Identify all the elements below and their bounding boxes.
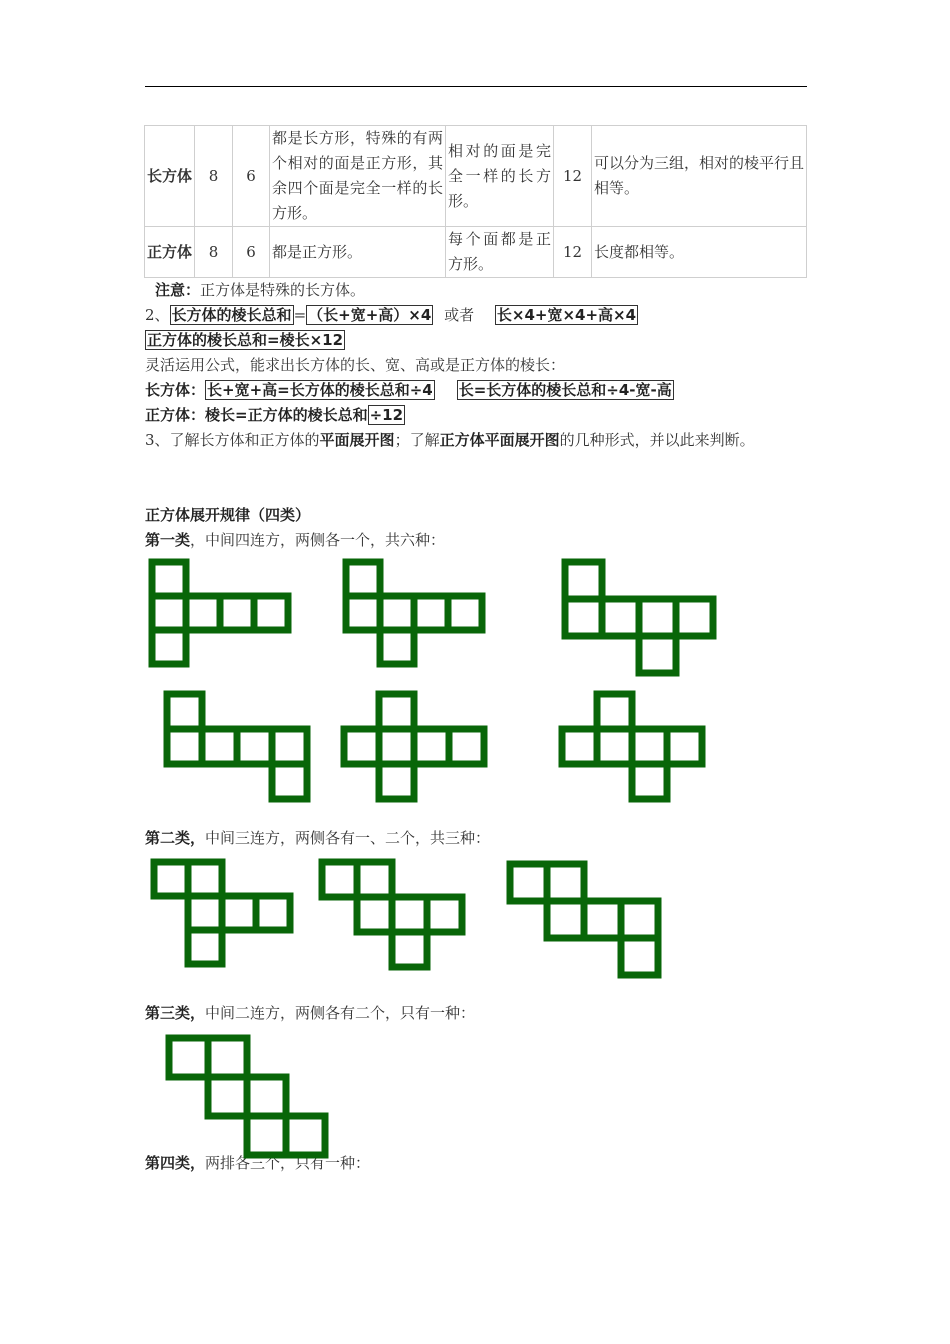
cat1-label: 第一类	[145, 531, 191, 549]
net-square	[220, 596, 254, 630]
net-square	[565, 562, 602, 599]
or-text: 或者	[444, 306, 475, 324]
cell-vertices: 8	[195, 126, 233, 227]
net-1-5	[340, 690, 483, 802]
net-square	[667, 729, 702, 764]
item3-bold-1: 平面展开图	[319, 431, 395, 449]
cuboid-derive-line	[145, 378, 807, 402]
net-square	[380, 596, 414, 630]
cell-edges: 12	[554, 227, 592, 278]
net-square	[584, 901, 621, 938]
item3-pre: 3、了解长方体和正方体的	[145, 431, 320, 449]
cuboid-formula-box: （长+宽+高）×4	[308, 306, 432, 324]
net-square	[286, 1116, 325, 1155]
properties-table	[144, 125, 807, 278]
net-square	[380, 630, 414, 664]
cell-edge-rule: 可以分为三组，相对的棱平行且相等。	[592, 126, 807, 227]
net-square	[414, 729, 449, 764]
net-square	[449, 729, 484, 764]
cuboid-formula-alt-box: 长×4+宽×4+高×4	[496, 306, 637, 324]
cell-face-area: 每个面都是正方形。	[446, 227, 554, 278]
item3-bold-2: 正方体平面展开图	[439, 431, 560, 449]
net-2-3	[506, 860, 656, 974]
note-line	[145, 278, 817, 302]
net-square	[346, 596, 380, 630]
item3-post: 的几种形式，并以此来判断。	[559, 431, 755, 449]
cell-vertices: 8	[195, 227, 233, 278]
net-square	[152, 630, 186, 664]
net-square	[392, 897, 427, 932]
net-square	[152, 562, 186, 596]
cube-derive-line	[145, 403, 807, 427]
cat1-line	[145, 528, 807, 552]
net-square	[188, 930, 222, 964]
cube-derive-text: 棱长=正方体的棱长总和	[205, 406, 368, 424]
net-square	[639, 599, 676, 636]
net-1-6	[558, 690, 701, 802]
net-square	[510, 864, 547, 901]
net-square	[208, 1077, 247, 1116]
net-1-3	[561, 558, 713, 673]
net-square	[188, 862, 222, 896]
cuboid-edge-sum-box: 长方体的棱长总和	[171, 306, 292, 324]
net-square	[414, 596, 448, 630]
net-2-1	[150, 858, 290, 970]
net-square	[247, 1116, 286, 1155]
net-square	[167, 694, 202, 729]
cuboid-length-box: 长=长方体的棱长总和÷4-宽-高	[458, 381, 672, 399]
cell-edges: 12	[554, 126, 592, 227]
cat3-label: 第三类，	[145, 1004, 206, 1022]
cube-formula-line	[145, 328, 807, 352]
net-square	[346, 562, 380, 596]
net-square	[379, 729, 414, 764]
cat1-text: ，中间四连方，两侧各一个，共六种：	[190, 531, 446, 549]
net-square	[621, 901, 658, 938]
cell-name: 正方体	[145, 227, 195, 278]
item3-paragraph	[145, 428, 807, 453]
net-square	[597, 729, 632, 764]
net-square	[357, 862, 392, 897]
net-square	[632, 764, 667, 799]
cell-faces: 6	[233, 126, 270, 227]
cat4-text: 两排各三个，只有一种：	[205, 1154, 371, 1172]
note-label: 注意：	[155, 281, 201, 299]
net-square	[392, 932, 427, 967]
rules-title: 正方体展开规律（四类）	[145, 506, 311, 524]
net-square	[427, 897, 462, 932]
net-square	[254, 596, 288, 630]
net-square	[237, 729, 272, 764]
cell-face-shape: 都是长方形，特殊的有两个相对的面是正方形，其余四个面是完全一样的长方形。	[270, 126, 446, 227]
net-square	[676, 599, 713, 636]
note-text: 正方体是特殊的长方体。	[200, 281, 366, 299]
net-3-1	[165, 1034, 327, 1158]
net-square	[256, 896, 290, 930]
net-square	[379, 694, 414, 729]
net-square	[272, 764, 307, 799]
table-row-cuboid	[145, 126, 807, 227]
cat4-label: 第四类，	[145, 1154, 206, 1172]
net-square	[547, 901, 584, 938]
equals-sign: =	[293, 306, 307, 324]
cat3-text: 中间二连方，两侧各有二个，只有一种：	[205, 1004, 476, 1022]
cell-faces: 6	[233, 227, 270, 278]
net-2-2	[318, 858, 461, 970]
cell-face-area: 相对的面是完全一样的长方形。	[446, 126, 554, 227]
net-square	[379, 764, 414, 799]
net-square	[597, 694, 632, 729]
net-square	[272, 729, 307, 764]
net-square	[154, 862, 188, 896]
table-row-cube	[145, 227, 807, 278]
net-square	[357, 897, 392, 932]
item3-mid: ；了解	[394, 431, 440, 449]
net-square	[167, 729, 202, 764]
net-square	[621, 938, 658, 975]
cell-edge-rule: 长度都相等。	[592, 227, 807, 278]
net-square	[547, 864, 584, 901]
net-1-4	[163, 690, 306, 802]
net-square	[188, 896, 222, 930]
net-square	[632, 729, 667, 764]
net-1-2	[342, 558, 482, 668]
net-square	[562, 729, 597, 764]
cat2-line	[145, 826, 807, 850]
net-square	[186, 596, 220, 630]
formula-line	[145, 303, 807, 327]
header-rule	[145, 86, 807, 87]
net-square	[344, 729, 379, 764]
formula-number: 2、	[145, 306, 170, 324]
cat2-text: 中间三连方，两侧各有一、二个，共三种：	[205, 829, 491, 847]
net-square	[639, 636, 676, 673]
cat3-line	[145, 1001, 807, 1025]
net-square	[565, 599, 602, 636]
net-square	[202, 729, 237, 764]
cuboid-label: 长方体：	[145, 381, 206, 399]
net-square	[322, 862, 357, 897]
cube-label: 正方体：	[145, 406, 206, 424]
cell-face-shape: 都是正方形。	[270, 227, 446, 278]
net-square	[448, 596, 482, 630]
cell-name: 长方体	[145, 126, 195, 227]
apply-text: 灵活运用公式，能求出长方体的长、宽、高或是正方体的棱长：	[145, 356, 566, 374]
cat2-label: 第二类，	[145, 829, 206, 847]
cube-edge-sum-box: 正方体的棱长总和=棱长×12	[147, 331, 344, 349]
cube-divide-box: ÷12	[369, 406, 404, 424]
cuboid-sum-box: 长+宽+高=长方体的棱长总和÷4	[207, 381, 433, 399]
net-square	[208, 1038, 247, 1077]
net-square	[602, 599, 639, 636]
net-1-1	[148, 558, 288, 668]
net-square	[152, 596, 186, 630]
net-square	[222, 896, 256, 930]
net-square	[169, 1038, 208, 1077]
net-square	[247, 1077, 286, 1116]
